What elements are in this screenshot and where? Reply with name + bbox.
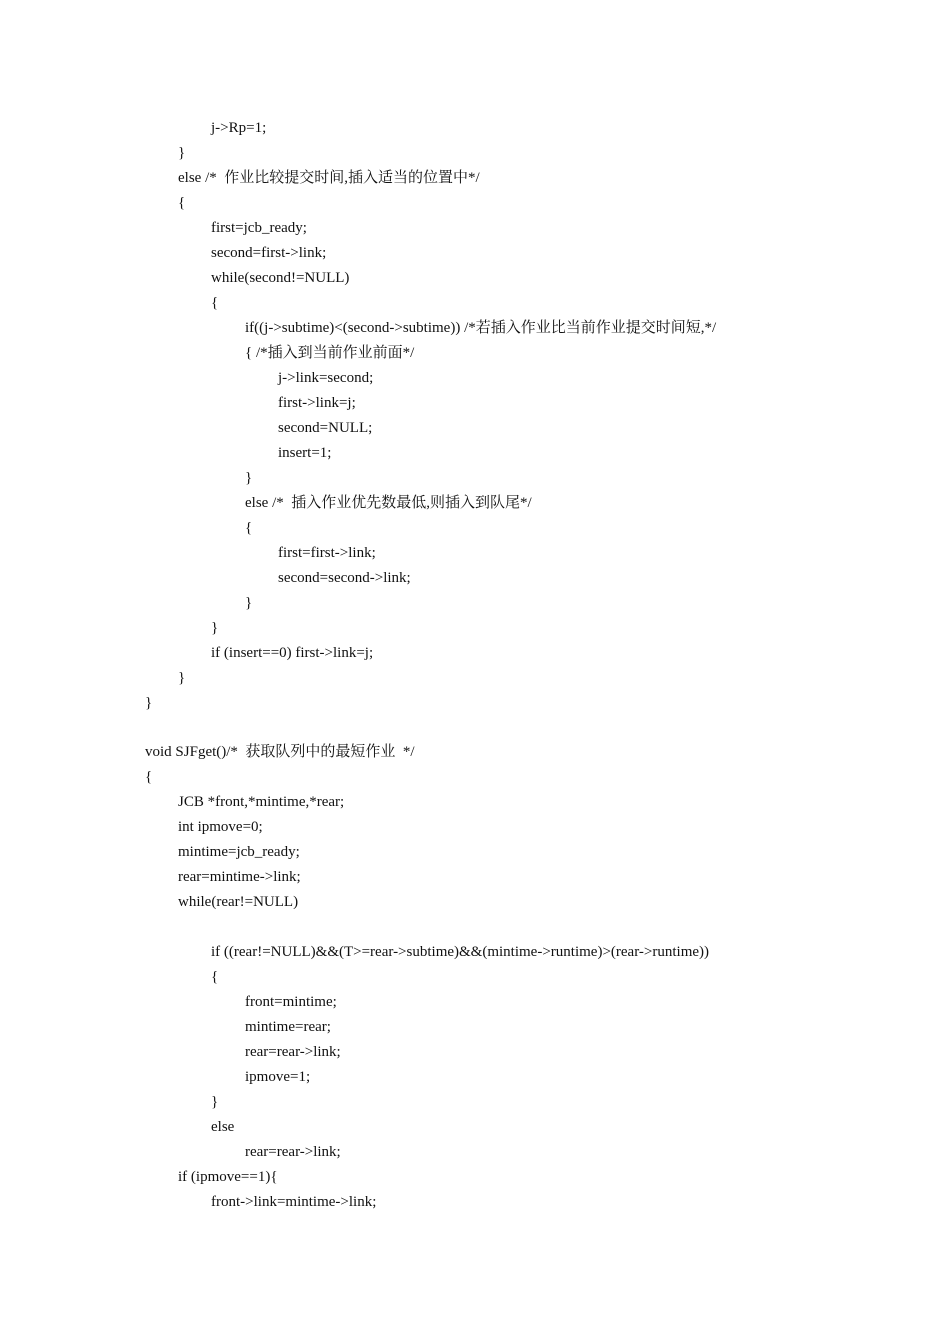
code-line: } xyxy=(178,145,186,161)
code-line: { /*插入到当前作业前面*/ xyxy=(245,345,415,361)
code-line: { xyxy=(178,195,186,211)
code-line: rear=rear->link; xyxy=(245,1144,341,1160)
code-line: ipmove=1; xyxy=(245,1069,311,1085)
code-line: second=NULL; xyxy=(278,420,373,436)
code-line: } xyxy=(178,670,186,686)
code-line: insert=1; xyxy=(278,445,332,461)
code-line: j->link=second; xyxy=(278,370,374,386)
code-line: second=first->link; xyxy=(211,245,327,261)
code-line: } xyxy=(211,1094,219,1110)
code-line: int ipmove=0; xyxy=(178,819,263,835)
code-line: else /* 作业比较提交时间,插入适当的位置中*/ xyxy=(178,170,480,186)
code-line: if ((rear!=NULL)&&(T>=rear->subtime)&&(mintime->runtime)>(rear->runtime)) xyxy=(211,944,710,960)
code-line: if((j->subtime)<(second->subtime)) /*若插入作业比当前作业提交时间短,*/ xyxy=(245,320,717,336)
code-line: second=second->link; xyxy=(278,570,411,586)
code-line: if (insert==0) first->link=j; xyxy=(211,645,374,661)
code-line: if (ipmove==1){ xyxy=(178,1169,278,1185)
code-line: front=mintime; xyxy=(245,994,337,1010)
code-line: } xyxy=(211,620,219,636)
code-line: else /* 插入作业优先数最低,则插入到队尾*/ xyxy=(245,495,532,511)
code-line: { xyxy=(245,520,253,536)
code-line: rear=mintime->link; xyxy=(178,869,301,885)
code-line: JCB *front,*mintime,*rear; xyxy=(178,794,345,810)
code-line: front->link=mintime->link; xyxy=(211,1194,377,1210)
code-line: mintime=rear; xyxy=(245,1019,331,1035)
code-line: { xyxy=(211,969,219,985)
code-line: while(second!=NULL) xyxy=(211,270,350,286)
code-line: first->link=j; xyxy=(278,395,356,411)
code-line: { xyxy=(145,769,153,785)
code-line: mintime=jcb_ready; xyxy=(178,844,300,860)
code-line: j->Rp=1; xyxy=(211,120,267,136)
code-line: while(rear!=NULL) xyxy=(178,894,299,910)
code-line: { xyxy=(211,295,219,311)
code-line: else xyxy=(211,1119,235,1135)
code-line: } xyxy=(145,695,153,711)
code-line: first=jcb_ready; xyxy=(211,220,307,236)
code-line: } xyxy=(245,470,253,486)
code-line: void SJFget()/* 获取队列中的最短作业 */ xyxy=(145,744,415,760)
code-line: } xyxy=(245,595,253,611)
code-line: first=first->link; xyxy=(278,545,376,561)
code-line: rear=rear->link; xyxy=(245,1044,341,1060)
